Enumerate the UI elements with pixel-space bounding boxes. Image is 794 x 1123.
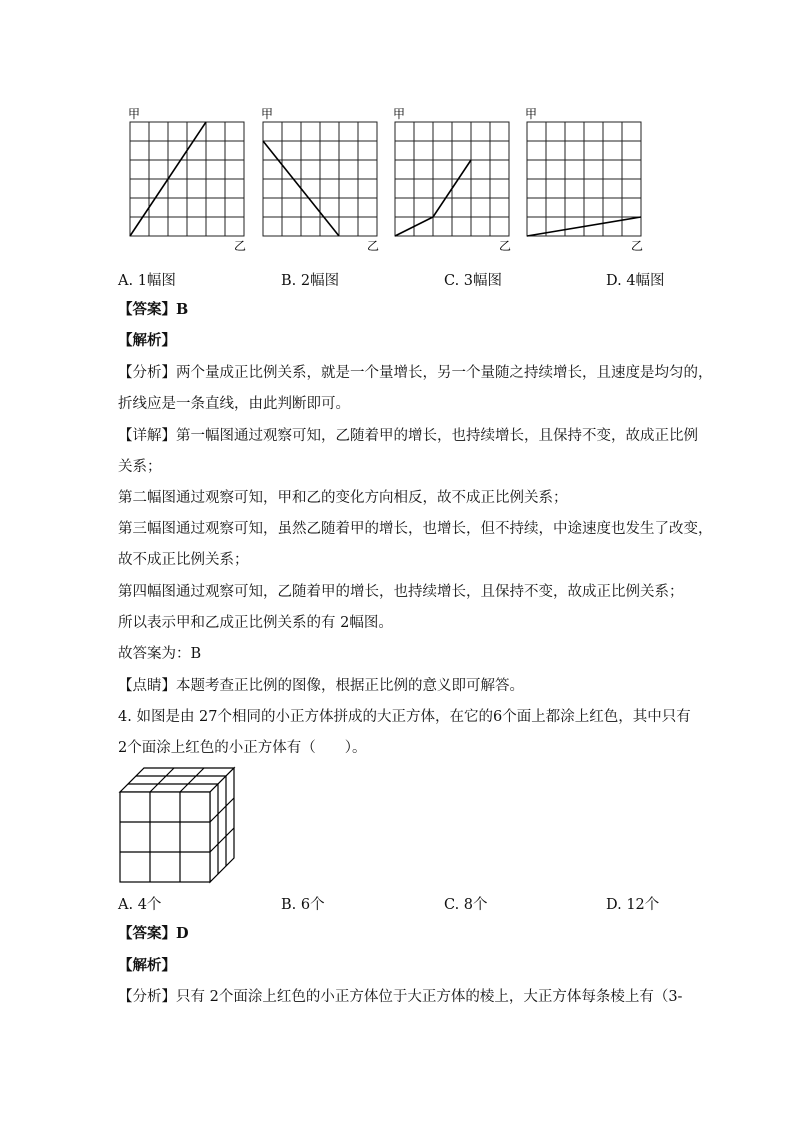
q3-option-a[interactable]: A. 1幅图 [118, 273, 176, 289]
q3-fenxi-line-2: 折线应是一条直线，由此判断即可。 [118, 396, 350, 412]
graph-2 [253, 100, 383, 260]
q3-detail-line-7: 所以表示甲和乙成正比例关系的有 2幅图。 [118, 615, 393, 631]
graph-3-x-label: 乙 [499, 239, 512, 253]
graph-4-x-label: 乙 [631, 239, 644, 253]
graph-3 [385, 100, 515, 260]
q3-answer: 【答案】B [118, 301, 189, 318]
q3-detail-line-1: 【详解】第一幅图通过观察可知，乙随着甲的增长，也持续增长，且保持不变，故成正比例 [118, 428, 698, 444]
graph-1 [120, 100, 250, 260]
q3-final-answer: 故答案为：B [118, 646, 202, 662]
q4-option-b[interactable]: B. 6个 [281, 897, 325, 913]
q3-option-d[interactable]: D. 4幅图 [606, 273, 665, 289]
q4-analysis-title: 【解析】 [118, 957, 176, 974]
graph-1-x-label: 乙 [234, 239, 247, 253]
cube-figure [118, 762, 242, 886]
q3-detail-line-3: 第二幅图通过观察可知，甲和乙的变化方向相反，故不成正比例关系； [118, 490, 568, 506]
graph-3-y-label: 甲 [393, 107, 406, 121]
graphs-row [120, 100, 680, 260]
q3-detail-line-5: 故不成正比例关系； [118, 552, 249, 568]
q3-analysis-title: 【解析】 [118, 332, 176, 349]
q4-option-a[interactable]: A. 4个 [118, 897, 162, 913]
q4-fenxi-line-1: 【分析】只有 2个面涂上红色的小正方体位于大正方体的棱上，大正方体每条棱上有（3- [118, 989, 683, 1005]
q4-answer: 【答案】D [118, 925, 189, 942]
q4-question-line-2: 2个面涂上红色的小正方体有（ ）。 [118, 740, 367, 756]
graph-4-y-label: 甲 [525, 107, 538, 121]
q3-option-c[interactable]: C. 3幅图 [444, 273, 503, 289]
q3-fenxi-line-1: 【分析】两个量成正比例关系，就是一个量增长，另一个量随之持续增长，且速度是均匀的， [118, 365, 713, 381]
q4-option-c[interactable]: C. 8个 [444, 897, 488, 913]
graph-2-x-label: 乙 [367, 239, 380, 253]
q3-detail-line-6: 第四幅图通过观察可知，乙随着甲的增长，也持续增长，且保持不变，故成正比例关系； [118, 584, 684, 600]
q4-option-d[interactable]: D. 12个 [606, 897, 660, 913]
q4-question-line-1: 4. 如图是由 27个相同的小正方体拼成的大正方体，在它的6个面上都涂上红色，其中只有 [118, 709, 691, 725]
q3-detail-line-4: 第三幅图通过观察可知，虽然乙随着甲的增长，也增长，但不持续，中途速度也发生了改变， [118, 521, 713, 537]
graph-4 [517, 100, 647, 260]
graph-2-y-label: 甲 [261, 107, 274, 121]
q3-dianjing: 【点睛】本题考查正比例的图像，根据正比例的意义即可解答。 [118, 678, 524, 694]
q3-option-b[interactable]: B. 2幅图 [281, 273, 340, 289]
graph-1-y-label: 甲 [128, 107, 141, 121]
q3-detail-line-2: 关系； [118, 459, 162, 475]
